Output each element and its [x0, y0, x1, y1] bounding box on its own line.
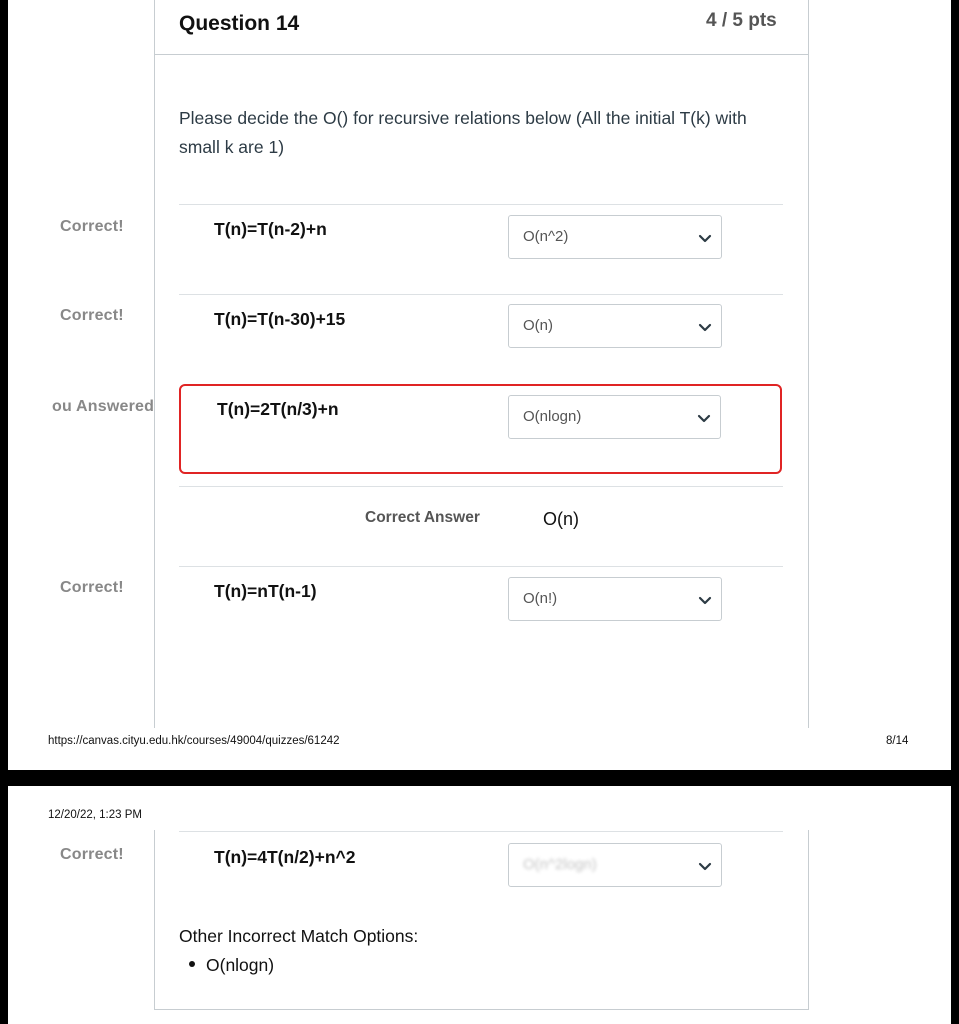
relation-label: T(n)=T(n-30)+15 [214, 309, 346, 329]
row-divider [179, 831, 783, 832]
relation-label: T(n)=2T(n/3)+n [217, 399, 339, 419]
answer-select[interactable] [508, 843, 722, 887]
row-status-flag: ou Answered [52, 398, 155, 415]
answer-select[interactable] [508, 577, 722, 621]
row-divider [179, 566, 783, 567]
footer-url: https://canvas.cityu.edu.hk/courses/49004/quizzes/61242 [48, 735, 340, 747]
row-divider [179, 486, 783, 487]
flag-tick [154, 606, 155, 728]
row-divider [179, 294, 783, 295]
correct-answer-value: O(n) [543, 509, 579, 529]
answer-select[interactable] [508, 395, 721, 439]
chevron-down-icon [697, 319, 713, 335]
pdf-page-1 [8, 0, 951, 770]
question-border-right [808, 0, 809, 728]
correct-answer-label: Correct Answer [365, 509, 480, 526]
chevron-down-icon [697, 592, 713, 608]
answer-select-value: O(nlogn) [523, 408, 582, 425]
pdf-page-2 [8, 786, 951, 1024]
question-points: 4 / 5 pts [706, 10, 777, 31]
answer-select-value: O(n^2logn) [523, 856, 597, 873]
bullet-icon [189, 961, 195, 967]
row-divider [179, 204, 783, 205]
question-header-divider [154, 54, 808, 55]
row-status-flag: Correct! [60, 846, 124, 863]
relation-label: T(n)=nT(n-1) [214, 581, 317, 601]
answer-select-value: O(n) [523, 317, 553, 334]
flag-tick [154, 334, 155, 374]
row-status-flag: Correct! [60, 579, 124, 596]
chevron-down-icon [696, 410, 712, 426]
question-text: Please decide the O() for recursive relations below (All the initial T(k) with small k are 1) [179, 108, 747, 157]
answer-select-value: O(n^2) [523, 228, 569, 245]
page-edge-artifact [438, 786, 738, 800]
relation-label: T(n)=T(n-2)+n [214, 219, 327, 239]
row-status-flag: Correct! [60, 307, 124, 324]
chevron-down-icon [697, 230, 713, 246]
relation-label: T(n)=4T(n/2)+n^2 [214, 847, 356, 867]
question-bottom-border [154, 1009, 809, 1010]
other-options-title: Other Incorrect Match Options: [179, 926, 419, 946]
question-border-right [808, 830, 809, 1010]
row-status-flag: Correct! [60, 218, 124, 235]
question-title: Question 14 [179, 12, 300, 35]
flag-tick [154, 244, 155, 296]
other-option-text: O(nlogn) [206, 955, 275, 975]
question-border-left [154, 830, 155, 1010]
footer-page-number: 8/14 [886, 735, 909, 747]
other-option-item [189, 955, 274, 976]
answer-select-value: O(n!) [523, 590, 558, 607]
answer-select[interactable] [508, 215, 722, 259]
print-date: 12/20/22, 1:23 PM [48, 809, 142, 821]
answer-select[interactable] [508, 304, 722, 348]
chevron-down-icon [697, 858, 713, 874]
